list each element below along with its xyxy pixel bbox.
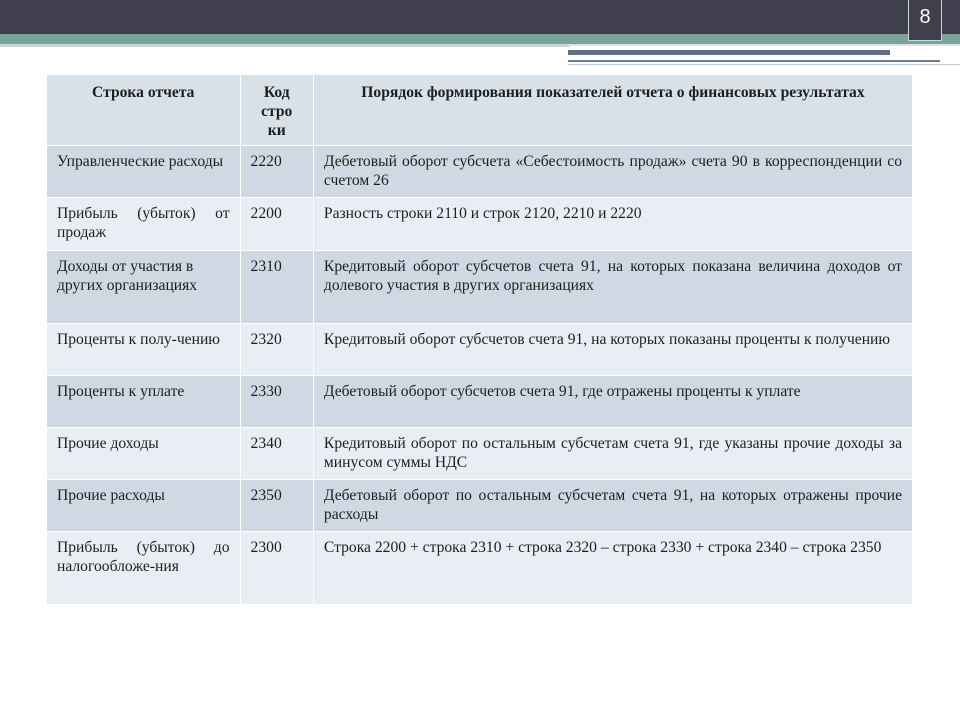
slide-accent-line — [0, 44, 570, 47]
row-code: 2320 — [240, 324, 313, 376]
row-desc: Дебетовый оборот субсчета «Себестоимость продаж» счета 90 в корреспонденции со счетом 26 — [313, 146, 912, 198]
table-header-row — [47, 75, 913, 146]
slide-top-bar — [0, 0, 960, 34]
row-code: 2300 — [240, 532, 313, 605]
page-number-box — [908, 0, 942, 41]
header-procedure: Порядок формирования показателей отчета о финансовых результатах — [313, 75, 912, 146]
decor-line — [568, 60, 940, 62]
row-code: 2220 — [240, 146, 313, 198]
row-name: Проценты к уплате — [47, 376, 241, 428]
row-code: 2340 — [240, 428, 313, 480]
page-number: 8 — [919, 6, 931, 28]
row-desc: Кредитовый оборот субсчетов счета 91, на которых показана величина доходов от долевого участия в других организациях — [313, 251, 912, 324]
header-line-code — [240, 75, 313, 146]
header-report-line: Строка отчета — [47, 75, 241, 146]
table-row — [47, 376, 913, 428]
row-name: Прибыль (убыток) от продаж — [47, 198, 241, 251]
table-row — [47, 324, 913, 376]
table-row — [47, 532, 913, 605]
row-name: Проценты к полу-чению — [47, 324, 241, 376]
slide-accent-bar — [0, 34, 960, 44]
row-name: Прибыль (убыток) до налогообложе-ния — [47, 532, 241, 605]
table-row — [47, 480, 913, 532]
row-desc: Кредитовый оборот субсчетов счета 91, на которых показаны проценты к получению — [313, 324, 912, 376]
table-row — [47, 146, 913, 198]
row-desc: Кредитовый оборот по остальным субсчетам счета 91, где указаны прочие доходы за минусом суммы НДС — [313, 428, 912, 480]
decor-line — [568, 64, 960, 65]
table-row — [47, 428, 913, 480]
row-name: Управленческие расходы — [47, 146, 241, 198]
header-code-text: Код стро ки — [261, 84, 293, 139]
row-code: 2330 — [240, 376, 313, 428]
row-name: Прочие расходы — [47, 480, 241, 532]
row-desc: Строка 2200 + строка 2310 + строка 2320 – строка 2330 + строка 2340 – строка 2350 — [313, 532, 912, 605]
table-row — [47, 198, 913, 251]
row-desc: Дебетовый оборот по остальным субсчетам счета 91, на которых отражены прочие расходы — [313, 480, 912, 532]
row-name: Прочие доходы — [47, 428, 241, 480]
row-desc: Дебетовый оборот субсчетов счета 91, где отражены проценты к уплате — [313, 376, 912, 428]
row-code: 2310 — [240, 251, 313, 324]
decor-line — [568, 50, 890, 55]
row-code: 2200 — [240, 198, 313, 251]
decor-line — [568, 44, 960, 46]
row-code: 2350 — [240, 480, 313, 532]
table-row — [47, 251, 913, 324]
row-desc: Разность строки 2110 и строк 2120, 2210 и 2220 — [313, 198, 912, 251]
report-table — [46, 74, 913, 605]
row-name: Доходы от участия в других организациях — [47, 251, 241, 324]
